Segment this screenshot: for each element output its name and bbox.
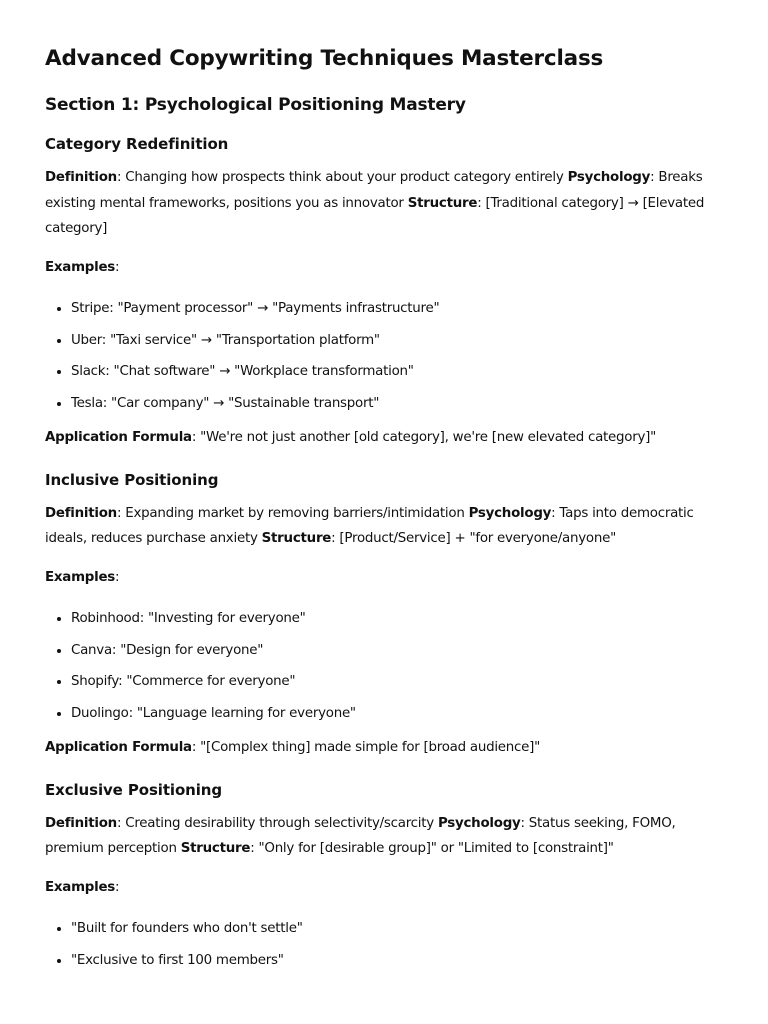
structure-label: Structure xyxy=(261,531,332,546)
structure-label: Structure xyxy=(180,841,251,856)
list-item: • "Built for founders who don't settle" xyxy=(71,919,723,939)
definition-paragraph: Definition: Expanding market by removing barriers/intimidation Psychology: Taps into democratic ideals, reduces purchase anxiety Structure: [Product/Service] + "for everyone/anyone" xyxy=(45,505,694,546)
examples-list xyxy=(45,609,723,724)
subsection-category-redefinition xyxy=(45,133,723,451)
examples-label: Examples xyxy=(45,879,116,895)
list-item: • Shopify: "Commerce for everyone" xyxy=(71,672,723,692)
subsection-heading: Exclusive Positioning xyxy=(45,780,222,799)
list-item: • Tesla: "Car company" → "Sustainable transport" xyxy=(71,394,723,414)
subsection-heading: Category Redefinition xyxy=(45,135,229,153)
definition-text: Expanding market by removing barriers/intimidation xyxy=(125,505,465,521)
psychology-label: Psychology xyxy=(468,505,552,521)
psychology-label: Psychology xyxy=(567,170,651,185)
application-formula-label: Application Formula xyxy=(45,740,192,755)
list-item: • Duolingo: "Language learning for everyone" xyxy=(71,704,723,724)
structure-label: Structure xyxy=(407,195,478,211)
application-formula-text: "We're not just another [old category], we're [new elevated category]" xyxy=(200,430,657,445)
subsection-heading: Inclusive Positioning xyxy=(45,470,219,489)
list-item: • Uber: "Taxi service" → "Transportation platform" xyxy=(71,331,723,351)
definition-text: Changing how prospects think about your product category entirely xyxy=(125,170,564,185)
structure-text: "Only for [desirable group]" or "Limited to [constraint]" xyxy=(258,841,614,856)
subsection-inclusive-positioning xyxy=(45,469,723,761)
section-title: Section 1: Psychological Positioning Mastery xyxy=(45,95,466,115)
examples-label: Examples xyxy=(45,259,116,275)
definition-label: Definition xyxy=(45,815,117,831)
list-item: • "Exclusive to first 100 members" xyxy=(71,951,723,971)
structure-text: [Product/Service] + "for everyone/anyone" xyxy=(339,531,616,546)
definition-paragraph: Definition: Changing how prospects think about your product category entirely Psychology: Breaks existing mental frameworks, positions you as innovator Structure: [Traditional category] → [Elevated category] xyxy=(45,170,705,236)
application-formula-paragraph: Application Formula: "We're not just another [old category], we're [new elevated category]" xyxy=(45,430,657,445)
structure-text: [Traditional category] → [Elevated category] xyxy=(45,195,705,236)
examples-list xyxy=(45,299,723,414)
subsection-exclusive-positioning xyxy=(45,779,723,971)
examples-label: Examples xyxy=(45,569,116,585)
application-formula-paragraph: Application Formula: "[Complex thing] made simple for [broad audience]" xyxy=(45,740,541,755)
application-formula-text: "[Complex thing] made simple for [broad audience]" xyxy=(200,740,541,755)
list-item: • Slack: "Chat software" → "Workplace transformation" xyxy=(71,362,723,382)
examples-paragraph: Examples: xyxy=(45,879,120,895)
page-title: Advanced Copywriting Techniques Masterclass xyxy=(45,46,604,71)
application-formula-label: Application Formula xyxy=(45,430,192,445)
examples-paragraph: Examples: xyxy=(45,259,120,275)
psychology-text: Breaks existing mental frameworks, positions you as innovator xyxy=(45,170,703,211)
definition-label: Definition xyxy=(45,505,117,521)
definition-paragraph: Definition: Creating desirability through selectivity/scarcity Psychology: Status seeking, FOMO, premium perception Structure: "Only for [desirable group]" or "Limited to [constraint]" xyxy=(45,815,676,856)
list-item: • Stripe: "Payment processor" → "Payments infrastructure" xyxy=(71,299,723,319)
list-item: • Canva: "Design for everyone" xyxy=(71,641,723,661)
examples-paragraph: Examples: xyxy=(45,569,120,585)
definition-text: Creating desirability through selectivity/scarcity xyxy=(125,815,434,831)
examples-list xyxy=(45,919,723,971)
definition-label: Definition xyxy=(45,170,117,185)
list-item: • Robinhood: "Investing for everyone" xyxy=(71,609,723,629)
psychology-text: Taps into democratic ideals, reduces purchase anxiety xyxy=(45,505,694,546)
psychology-text: Status seeking, FOMO, premium perception xyxy=(45,815,676,856)
psychology-label: Psychology xyxy=(437,815,521,831)
